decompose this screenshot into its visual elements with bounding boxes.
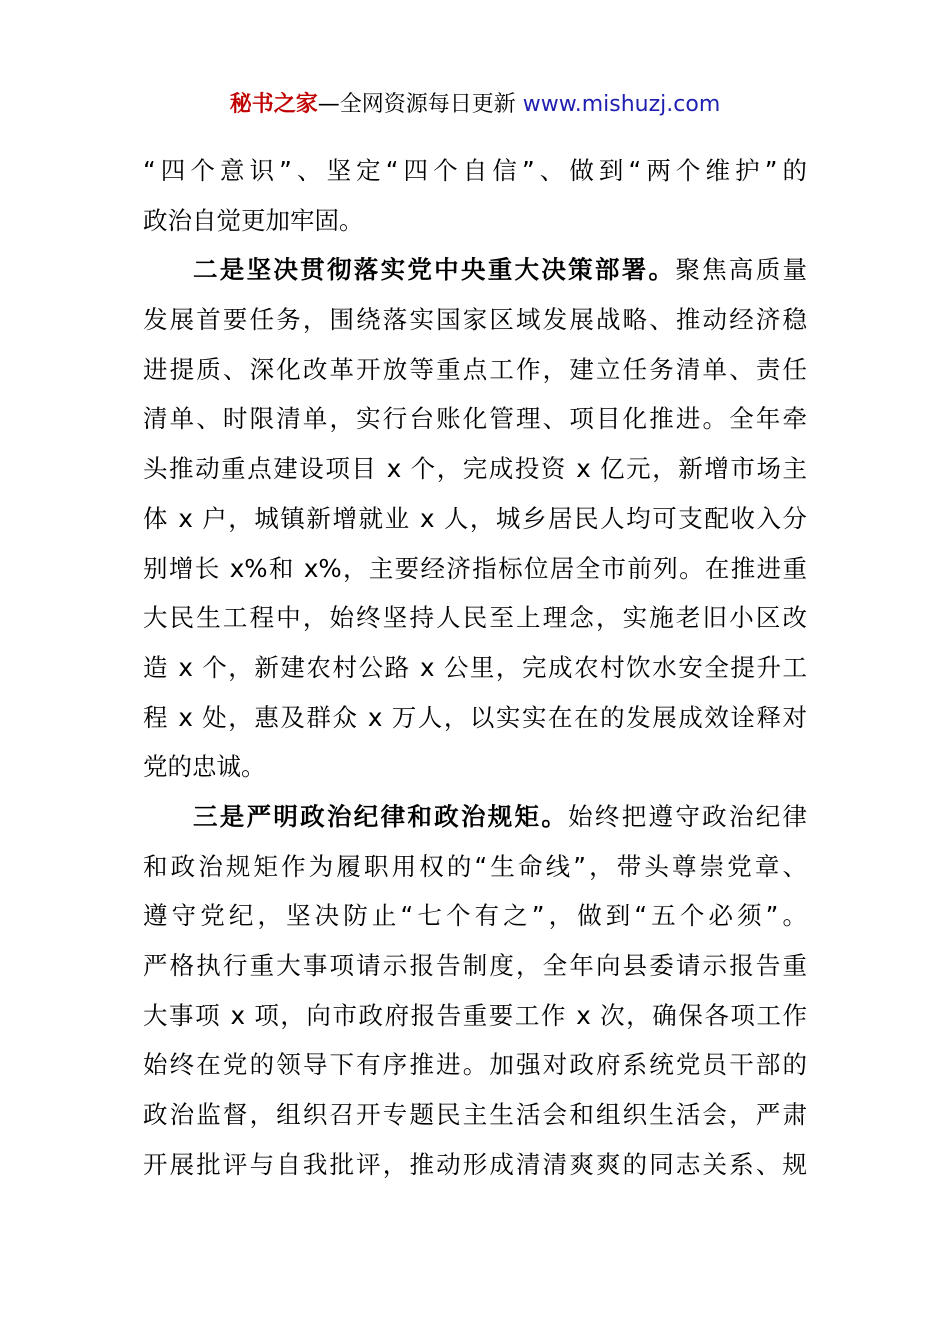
- paragraph-first-line-rest: 始终把遵守政治纪律: [568, 801, 808, 831]
- paragraph-first-line: [143, 792, 807, 842]
- header-brand: 秘书之家: [229, 92, 318, 117]
- paragraph-heading: 三是严明政治纪律和政治规矩。: [193, 801, 569, 831]
- text-line: 进提质、深化改革开放等重点工作，建立任务清单、责任: [143, 354, 807, 384]
- paragraph-political-discipline: [143, 792, 807, 1190]
- page-header: [0, 88, 950, 122]
- text-line: 政治自觉更加牢固。: [143, 205, 364, 235]
- text-line: 党的忠诚。: [143, 752, 266, 782]
- text-line: 开展批评与自我批评，推动形成清清爽爽的同志关系、规: [143, 1149, 807, 1179]
- text-line: 大事项 x 项，向市政府报告重要工作 x 次，确保各项工作: [143, 1000, 807, 1030]
- header-tagline: —全网资源每日更新: [317, 92, 516, 117]
- paragraph-first-line-rest: 聚焦高质量: [675, 255, 808, 285]
- text-line: 造 x 个，新建农村公路 x 公里，完成农村饮水安全提升工: [143, 652, 807, 682]
- text-line: 严格执行重大事项请示报告制度，全年向县委请示报告重: [143, 951, 807, 980]
- document-body: [143, 146, 807, 1189]
- text-line: 头推动重点建设项目 x 个，完成投资 x 亿元，新增市场主: [143, 454, 807, 484]
- text-line: 清单、时限清单，实行台账化管理、项目化推进。全年牵: [143, 404, 807, 434]
- paragraph-continuation: [143, 146, 807, 245]
- text-line: 发展首要任务，围绕落实国家区域发展战略、推动经济稳: [143, 305, 807, 335]
- text-line: 和政治规矩作为履职用权的“生命线”，带头尊崇党章、: [143, 851, 807, 881]
- text-line: 政治监督，组织召开专题民主生活会和组织生活会，严肃: [143, 1100, 807, 1130]
- text-line: “四个意识”、坚定“四个自信”、做到“两个维护”的: [143, 156, 807, 185]
- text-line: 别增长 x%和 x%，主要经济指标位居全市前列。在推进重: [143, 553, 807, 583]
- paragraph-first-line: [143, 245, 807, 295]
- paragraph-decision-deployment: [143, 245, 807, 792]
- text-line: 遵守党纪，坚决防止“七个有之”，做到“五个必须”。: [143, 901, 807, 931]
- text-line: 体 x 户，城镇新增就业 x 人，城乡居民人均可支配收入分: [143, 503, 807, 533]
- text-line: 始终在党的领导下有序推进。加强对政府系统党员干部的: [143, 1050, 807, 1080]
- text-line: 大民生工程中，始终坚持人民至上理念，实施老旧小区改: [143, 603, 807, 633]
- text-line: 程 x 处，惠及群众 x 万人，以实实在在的发展成效诠释对: [143, 702, 807, 732]
- paragraph-heading: 二是坚决贯彻落实党中央重大决策部署。: [193, 255, 676, 285]
- header-site-url[interactable]: www.mishuzj.com: [522, 92, 721, 117]
